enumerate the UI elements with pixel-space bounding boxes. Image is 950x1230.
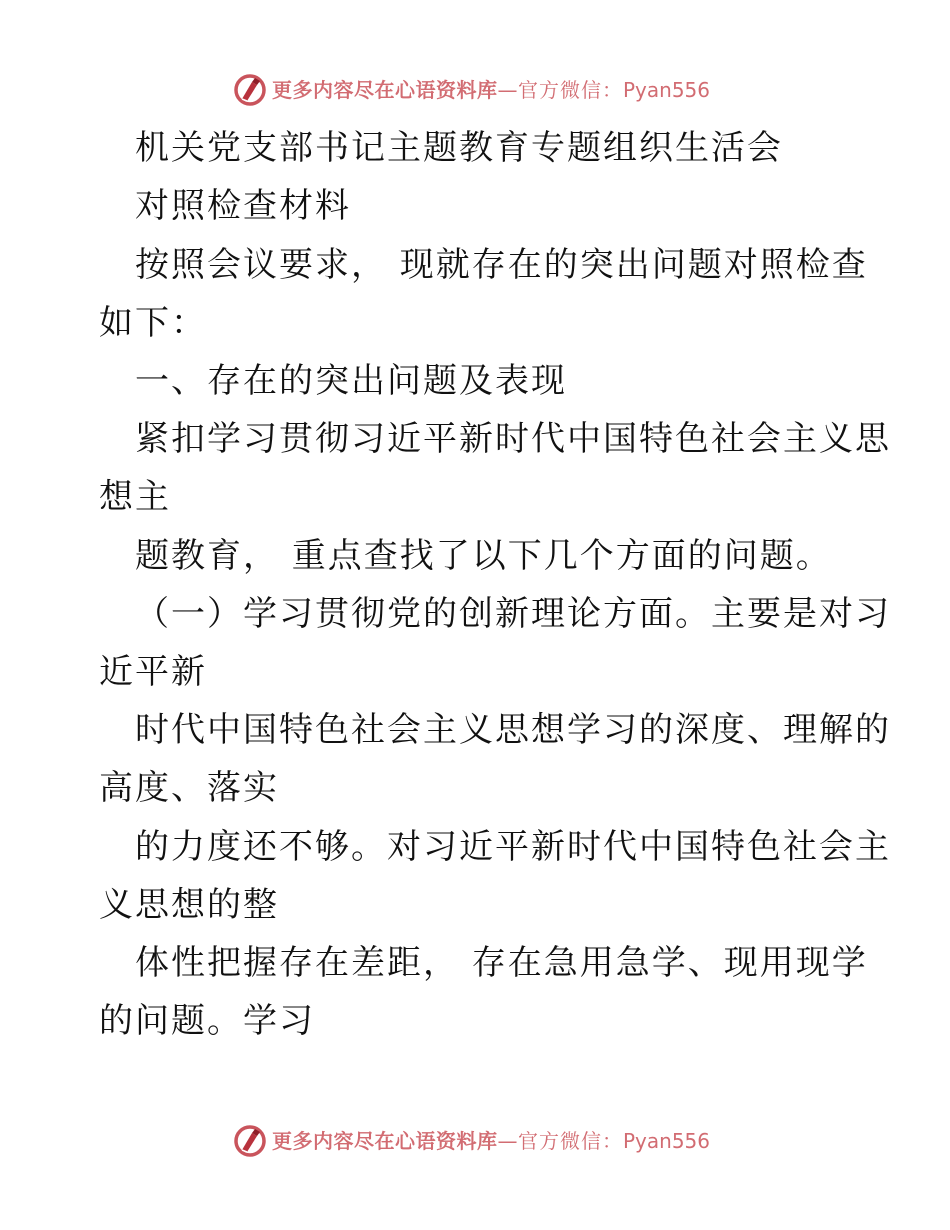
banner-main-text: 更多内容尽在心语资料库	[272, 78, 498, 102]
banner-wechat-label: 官方微信：	[518, 1129, 623, 1153]
banner-wechat-label: 官方微信：	[518, 78, 623, 102]
banner-main-text: 更多内容尽在心语资料库	[272, 1129, 498, 1153]
doc-title-line: 机关党支部书记主题教育专题组织生活会	[135, 128, 783, 168]
doc-paragraph-line: 按照会议要求， 现就存在的突出问题对照检查	[135, 245, 868, 285]
doc-subtitle-line: 对照检查材料	[135, 186, 351, 226]
banner-text	[272, 77, 710, 103]
doc-paragraph-line: 时代中国特色社会主义思想学习的深度、理解的	[135, 710, 891, 750]
banner-dash: —	[497, 1129, 518, 1153]
banner-wechat-id: Pyan556	[623, 78, 711, 102]
footer-banner	[0, 1122, 950, 1162]
doc-paragraph-line: 题教育， 重点查找了以下几个方面的问题。	[135, 536, 832, 576]
pen-nib-logo-icon	[233, 73, 267, 107]
doc-paragraph-line: 紧扣学习贯彻习近平新时代中国特色社会主义思	[135, 419, 891, 459]
doc-paragraph-line: 的力度还不够。对习近平新时代中国特色社会主	[135, 827, 891, 867]
doc-paragraph-line: 如下：	[99, 303, 207, 343]
doc-paragraph-line: 的问题。学习	[99, 1001, 315, 1041]
pen-nib-logo-icon	[233, 1124, 267, 1158]
banner-wechat-id: Pyan556	[623, 1129, 711, 1153]
banner-dash: —	[497, 78, 518, 102]
doc-section-heading: 一、存在的突出问题及表现	[135, 361, 567, 401]
doc-paragraph-line: 想主	[99, 477, 171, 517]
banner-text	[272, 1128, 710, 1154]
doc-paragraph-line: 义思想的整	[99, 885, 279, 925]
doc-paragraph-line: 体性把握存在差距， 存在急用急学、现用现学	[135, 943, 868, 983]
header-banner	[0, 71, 950, 111]
doc-paragraph-line: 近平新	[99, 652, 207, 692]
doc-subsection-line: （一）学习贯彻党的创新理论方面。主要是对习	[135, 594, 891, 634]
doc-paragraph-line: 高度、落实	[99, 768, 279, 808]
